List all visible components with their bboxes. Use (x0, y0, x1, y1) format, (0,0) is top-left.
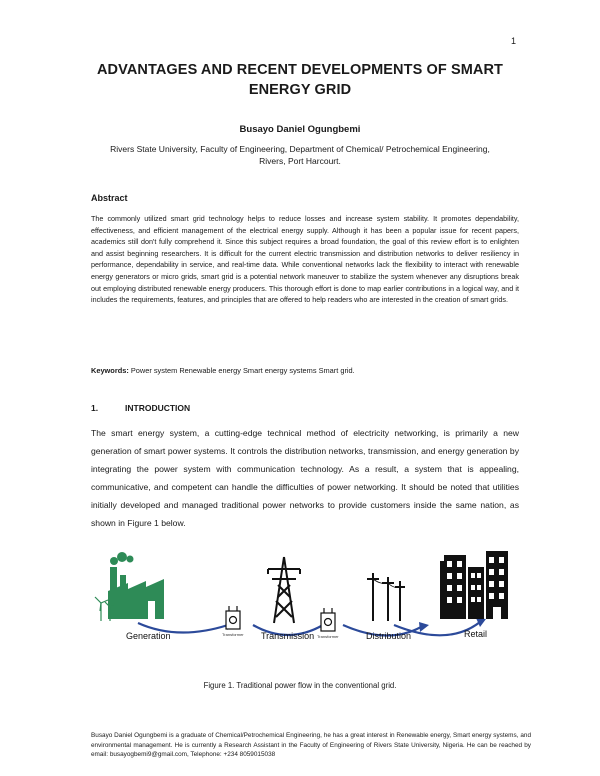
label-retail: Retail (464, 629, 488, 639)
transformer-icon (226, 606, 240, 629)
label-transmission: Transmission (261, 631, 315, 641)
abstract-text: The commonly utilized smart grid technology helps to reduce losses and increase system stability. It promotes dependability, effectiveness, and efficient management of the electrical energy supply. Although it has been a popular issue for recent papers, academics still don't fully comprehend it. Since this subject requires a broad foundation, the goal of this review effort is to enlighten and assist beginning researchers. It is difficult for the current electric transmission and distribution networks to deliver resiliency in performance, dependability in service, and real-time data. While conventional networks lack the flexibility to interact with renewable energy generators or micro grids, smart grid is a potential network maneuver to stabilize the system whenever any disruptions break out employing distributed renewable energy producers. This thorough effort is done to map earlier contributions in a logical way, and it includes the requirements, features, and principles that are offered to help readers who are interested in the creation of smart grids. (91, 214, 519, 305)
transformer-label-1: Transformer (222, 632, 244, 637)
abstract-heading: Abstract (91, 193, 128, 203)
figure-caption: Figure 1. Traditional power flow in the conventional grid. (203, 681, 397, 690)
factory-icon (108, 552, 164, 619)
transmission-tower-icon (268, 557, 300, 623)
arrow-head-3 (419, 622, 429, 632)
paper-title: ADVANTAGES AND RECENT DEVELOPMENTS OF SMART ENERGY GRID (96, 62, 504, 98)
keywords-text: Power system Renewable energy Smart energy systems Smart grid. (130, 366, 355, 375)
keywords (91, 366, 519, 375)
page-number: 1 (510, 36, 516, 46)
author-name: Busayo Daniel Ogungbemi (239, 124, 361, 135)
introduction-text: The smart energy system, a cutting-edge technical method of electricity networking, is primarily a new generation of smart power systems. It controls the distribution networks, transmission, and energy generation by integrating the power system with communication technology. As a result, a system that is appealing, communicative, and competent can handle the difficulties of power networking. It should be noted that utilities initially developed and managed traditional power networks to provide customers inside the same nation, as shown in Figure 1 below. (91, 428, 519, 528)
section-title: INTRODUCTION (125, 403, 191, 413)
power-flow-diagram (88, 545, 518, 667)
keywords-label: Keywords: (91, 366, 129, 375)
author-footnote: Busayo Daniel Ogungbemi is a graduate of Chemical/Petrochemical Engineering, he has a great interest in Renewable energy, Smart energy systems, and environmental management. He is currently a Research Assistant in the Faculty of Engineering of Rivers State University, Nigeria. He can be reached by email: busayogbemi9@gmail.com, Telephone: +234 8059015038 (91, 732, 531, 758)
label-distribution: Distribution (366, 631, 412, 641)
label-generation: Generation (126, 631, 171, 641)
figure-1 (88, 545, 518, 672)
author-affiliation: Rivers State University, Faculty of Engineering, Department of Chemical/ Petrochemical Engineering, Rivers, Port Harcourt. (110, 144, 490, 166)
transformer-icon-2 (321, 608, 335, 631)
section-number: 1. (91, 403, 99, 413)
distribution-pole-icon (367, 573, 405, 621)
transformer-label-2: Transformer (317, 634, 339, 639)
arrow-head-4 (476, 618, 486, 627)
section-heading (91, 403, 190, 413)
